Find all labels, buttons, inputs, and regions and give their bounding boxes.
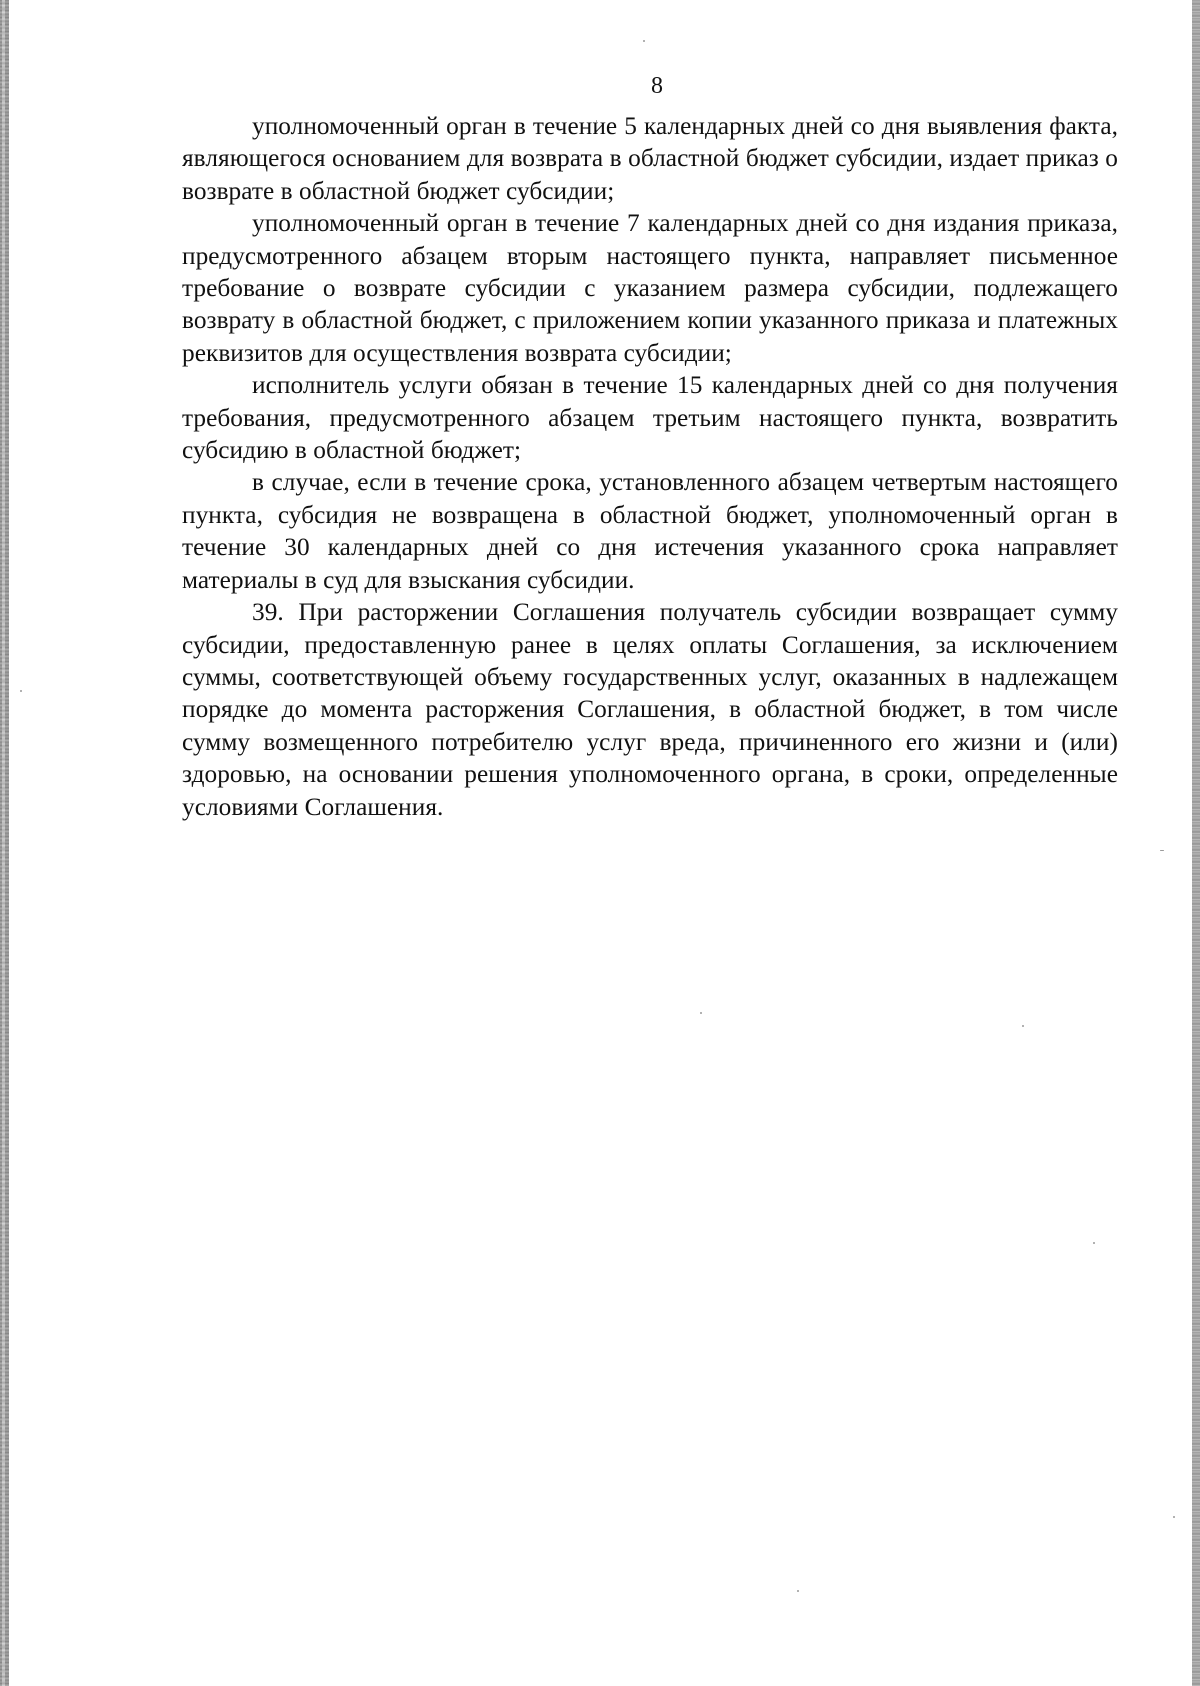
scan-speck	[1093, 1242, 1095, 1244]
scan-speck	[797, 1590, 799, 1592]
paragraph-clause-39: 39. При расторжении Соглашения получатель субсидии возвращает сумму субсидии, предоставленную ранее в целях оплаты Соглашения, за исключением суммы, соответствующей объему государственных услуг, оказанных в надлежащем порядке до момента расторжения Соглашения, в областной бюджет, в том числе сумму возмещенного потребителю услуг вреда, причиненного его жизни и (или) здоровью, на основании решения уполномоченного органа, в сроки, определенные условиями Соглашения.	[182, 598, 1118, 821]
scan-speck	[20, 690, 22, 692]
document-page	[182, 66, 1118, 823]
scan-speck	[643, 40, 645, 42]
paragraph-written-demand: уполномоченный орган в течение 7 календарных дней со дня издания приказа, предусмотренного абзацем вторым настоящего пункта, направляет письменное требование о возврате субсидии с указанием размера субсидии, подлежащего возврату в областной бюджет, с приложением копии указанного приказа и платежных реквизитов для осуществления возврата субсидии;	[182, 209, 1118, 367]
scan-speck	[1160, 850, 1164, 851]
scan-speck	[1173, 1516, 1175, 1518]
paragraph-court-referral: в случае, если в течение срока, установленного абзацем четвертым настоящего пункта, субсидия не возвращена в областной бюджет, уполномоченный орган в течение 30 календарных дней со дня истечения указанного срока направляет материалы в суд для взыскания субсидии.	[182, 468, 1118, 594]
scan-speck	[700, 1012, 702, 1014]
page-number: 8	[651, 73, 663, 99]
paragraph-return-obligation: исполнитель услуги обязан в течение 15 календарных дней со дня получения требования, предусмотренного абзацем третьим настоящего пункта, возвратить субсидию в областной бюджет;	[182, 371, 1118, 465]
paragraph-order-issuance: уполномоченный орган в течение 5 календарных дней со дня выявления факта, являющегося основанием для возврата в областной бюджет субсидии, издает приказ о возврате в областной бюджет субсидии;	[182, 112, 1118, 205]
scan-speck	[1022, 1025, 1024, 1027]
scan-edge-left	[0, 0, 9, 1686]
scan-edge-right	[1192, 0, 1200, 1686]
